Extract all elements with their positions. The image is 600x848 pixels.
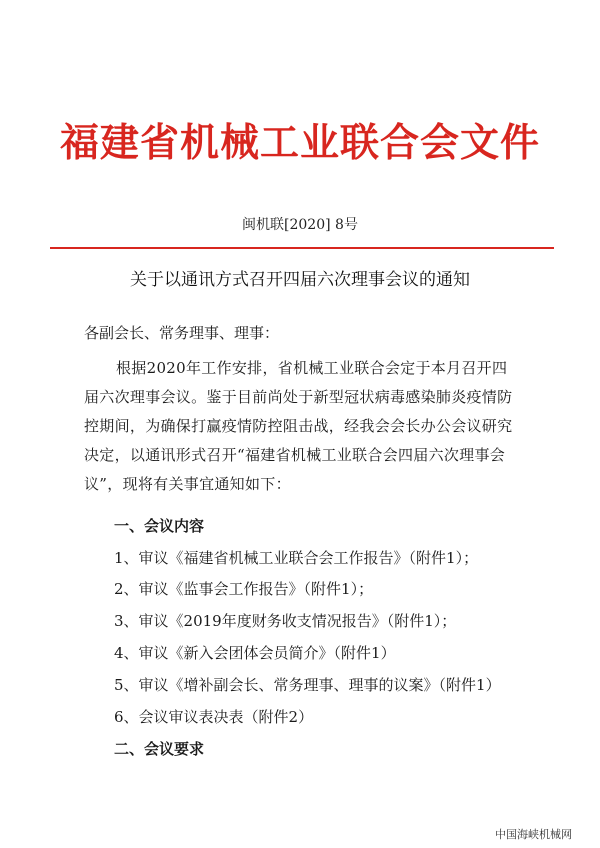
salutation: 各副会长、常务理事、理事： — [84, 324, 280, 342]
notice-title: 关于以通讯方式召开四届六次理事会议的通知 — [130, 270, 470, 290]
list-item: 5、审议《增补副会长、常务理事、理事的议案》（附件1） — [114, 676, 501, 694]
site-watermark: 中国海峡机械网 — [495, 828, 572, 841]
document-header-title: 福建省机械工业联合会文件 — [59, 120, 540, 166]
list-item: 3、审议《2019年度财务收支情况报告》（附件1）； — [114, 612, 457, 630]
list-item: 1、审议《福建省机械工业联合会工作报告》（附件1）； — [114, 549, 479, 567]
header-divider — [50, 247, 554, 249]
section-heading-content: 一、会议内容 — [114, 517, 205, 535]
section-heading-requirements: 二、会议要求 — [114, 740, 205, 758]
list-item: 2、审议《监事会工作报告》（附件1）； — [114, 580, 374, 598]
list-item: 6、会议审议表决表（附件2） — [114, 708, 314, 726]
document-number: 闽机联[2020] 8号 — [242, 217, 358, 233]
body-paragraph: 根据2020年工作安排，省机械工业联合会定于本月召开四届六次理事会议。鉴于目前尚处于新型冠状病毒感染肺炎疫情防控期间，为确保打赢疫情防控阻击战，经我会会长办公会议研究决定，以通讯形式召开“福建省机械工业联合会四届六次理事会议”，现将有关事宜通知如下： — [84, 359, 513, 493]
list-item: 4、审议《新入会团体会员简介》（附件1） — [114, 644, 396, 662]
